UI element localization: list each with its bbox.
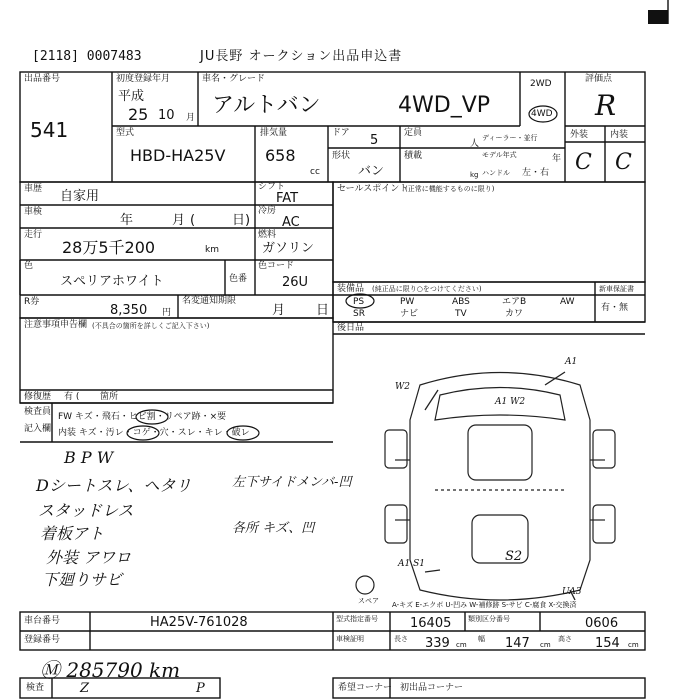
color-num-label: 色番 (229, 274, 248, 284)
color-num: 26U (282, 275, 309, 290)
form-title: JU長野 オークション出品申込書 (200, 49, 403, 64)
model-value: HBD-HA25V (130, 146, 226, 165)
diag-a1s1: A1 S1 (398, 559, 425, 569)
car-grade: 4WD_VP (398, 93, 491, 118)
equip-navi: ナビ (400, 309, 419, 319)
fuel-value: ガソリン (262, 241, 315, 256)
doors-label: ドア (332, 128, 350, 138)
equip-airbag: エアB (502, 297, 527, 307)
inspect-box-v1: Z (80, 681, 90, 696)
dims-width: 147 (505, 636, 530, 651)
eval-exterior: C (575, 150, 592, 175)
hw-note-4: 着板アト (40, 524, 105, 543)
first-reg-label: 初度登録年月 (116, 74, 171, 84)
diag-ua3: UA3 (562, 587, 582, 597)
displacement-value: 658 (265, 146, 296, 165)
displacement-unit: cc (310, 167, 320, 177)
handle-value: 左・右 (522, 168, 550, 178)
chassis-value: HA25V-761028 (150, 615, 248, 630)
recycle-value: 8,350 (110, 303, 148, 318)
load-label: 積載 (404, 151, 423, 161)
dims-width-label: 幅 (478, 635, 485, 643)
inspector-label-2: 記入欄 (24, 424, 52, 434)
equip-abs: ABS (452, 297, 470, 307)
dims-label: 車検証明 (336, 635, 364, 643)
type-num-value: 16405 (410, 616, 452, 631)
capacity-unit: 人 (470, 139, 480, 149)
equip-ps: PS (353, 297, 365, 307)
eval-exterior-label: 外装 (570, 130, 589, 140)
mileage-label: 走行 (24, 230, 43, 240)
first-reg-month-unit: 月 (186, 113, 196, 123)
dims-width-unit: cm (540, 641, 551, 649)
capacity-label: 定員 (404, 128, 423, 138)
equipment-note: (純正品に限り○をつけてください) (372, 285, 482, 293)
load-unit: kg (470, 171, 479, 179)
equip-sr: SR (353, 309, 365, 319)
inspector-line-1: FW キズ・飛石・ヒビ割・リペア跡・×要 (58, 412, 227, 422)
doors-value: 5 (370, 133, 379, 148)
displacement-label: 排気量 (260, 128, 288, 138)
repair-value: 有 ( (64, 392, 80, 402)
notes-sub: (不具合の箇所を詳しくご記入下さい) (92, 322, 210, 330)
first-reg-era: 平成 (118, 89, 145, 104)
hw-note-5: 外装 アワロ (46, 548, 132, 567)
first-reg-month: 10 (158, 108, 175, 123)
equip-aw: AW (560, 297, 575, 307)
cat-num-value: 0606 (585, 616, 619, 631)
color-code-label: 色コード (258, 261, 295, 271)
car-diagram (356, 373, 615, 601)
usage-label: 車歴 (24, 184, 43, 194)
rear-label: 後日品 (337, 323, 365, 333)
first-reg-year: 25 (128, 105, 149, 124)
diag-w2: W2 (395, 382, 410, 392)
recycle-label: R券 (24, 297, 40, 307)
dims-height: 154 (595, 636, 620, 651)
car-name-label: 車名・グレード (202, 74, 266, 84)
inspection-paren: ( (190, 213, 196, 228)
model-year-unit: 年 (552, 154, 562, 164)
cat-num-label: 類別区分番号 (468, 615, 510, 623)
model-label: 型式 (116, 128, 135, 138)
inspect-box-label: 検査 (26, 683, 45, 693)
inspection-day: 日) (232, 213, 251, 228)
type-num-label: 型式指定番号 (336, 615, 378, 623)
manual-value: 有・無 (601, 303, 629, 313)
inspection-month: 月 (172, 213, 186, 228)
dims-length-unit: cm (456, 641, 467, 649)
drive-2wd: 2WD (530, 79, 552, 89)
inspection-year: 年 (120, 213, 134, 228)
spare-label: スペア (358, 597, 379, 605)
equip-pw: PW (400, 297, 415, 307)
mileage-unit: km (205, 245, 219, 255)
hw-note-6: 下廻りサビ (42, 570, 123, 589)
eval-interior-label: 内装 (610, 130, 629, 140)
corner-value: 初出品コーナー (400, 683, 464, 693)
lot-number: 541 (30, 118, 69, 142)
car-name: アルトバン (212, 93, 321, 118)
repair-label: 修復歴 (24, 392, 52, 402)
diag-s2: S2 (505, 549, 523, 564)
manual-label: 新車保証書 (599, 285, 634, 293)
damage-legend: A-キズ E-エクボ U-凹み W-補修跡 S-サビ C-腐食 X-交換済 (392, 601, 577, 609)
drive-4wd: 4WD (531, 109, 553, 119)
diag-a1w2: A1 W2 (495, 397, 526, 407)
inspector-label-1: 検査員 (24, 407, 52, 417)
dims-height-label: 高さ (558, 635, 572, 643)
hw-note-1: B P W (64, 448, 114, 467)
notice-day: 日 (316, 303, 330, 318)
sales-point-label: セールスポイント (337, 184, 409, 194)
hw-note-3: スタッドレス (38, 501, 134, 520)
shape-value: バン (358, 164, 385, 179)
shift-value: FAT (276, 191, 299, 206)
shape-label: 形状 (332, 151, 351, 161)
equip-tv: TV (455, 309, 467, 319)
inspector-line-2: 内装 キズ・汚レ・コゲ・穴・スレ・キレ・破レ (58, 428, 250, 438)
hw-right-1: 左下サイドメンバ-凹 (232, 475, 352, 490)
sales-point-note: (正常に機能するものに限り) (405, 185, 495, 193)
corner-label: 希望コーナー (338, 683, 393, 693)
inspect-box-v2: P (196, 681, 205, 696)
color-label: 色 (24, 261, 34, 271)
notice-label: 名変通知期限 (182, 296, 237, 306)
eval-interior: C (615, 150, 632, 175)
regnum-label: 登録番号 (24, 635, 61, 645)
repair-end: 箇所 (100, 392, 119, 402)
aircon-value: AC (282, 215, 300, 230)
eval-score: R (595, 89, 617, 122)
usage-value: 自家用 (60, 189, 100, 204)
mileage-value: 28万5千200 (62, 238, 156, 257)
handle-label: ハンドル (482, 169, 510, 177)
equipment-label: 装備品 (337, 284, 365, 294)
eval-label: 評価点 (585, 74, 613, 84)
color-value: スペリアホワイト (60, 274, 164, 289)
notice-month: 月 (272, 303, 286, 318)
inspection-label: 車検 (24, 207, 43, 217)
form-serial: [2118] 0007483 (32, 49, 142, 64)
dealer-label: ディーラー・並行 (482, 134, 538, 142)
dims-height-unit: cm (628, 641, 639, 649)
dims-length: 339 (425, 636, 450, 651)
fuel-label: 燃料 (258, 230, 277, 240)
recycle-unit: 円 (162, 308, 172, 318)
equip-leather: カワ (505, 309, 524, 319)
diag-a1-top: A1 (565, 357, 578, 367)
hw-mileage-note: Ⓜ 285790 km (40, 658, 181, 682)
notes-label: 注意事項申告欄 (24, 320, 88, 330)
hw-note-2: Dシートスレ、ヘタリ (36, 476, 192, 495)
dims-length-label: 長さ (394, 635, 408, 643)
shift-label: シフト (258, 182, 286, 192)
chassis-label: 車台番号 (24, 616, 61, 626)
hw-right-2: 各所 キズ、凹 (232, 521, 315, 536)
model-year-label: モデル年式 (482, 151, 517, 159)
lot-label: 出品番号 (24, 74, 61, 84)
aircon-label: 冷房 (258, 206, 277, 216)
